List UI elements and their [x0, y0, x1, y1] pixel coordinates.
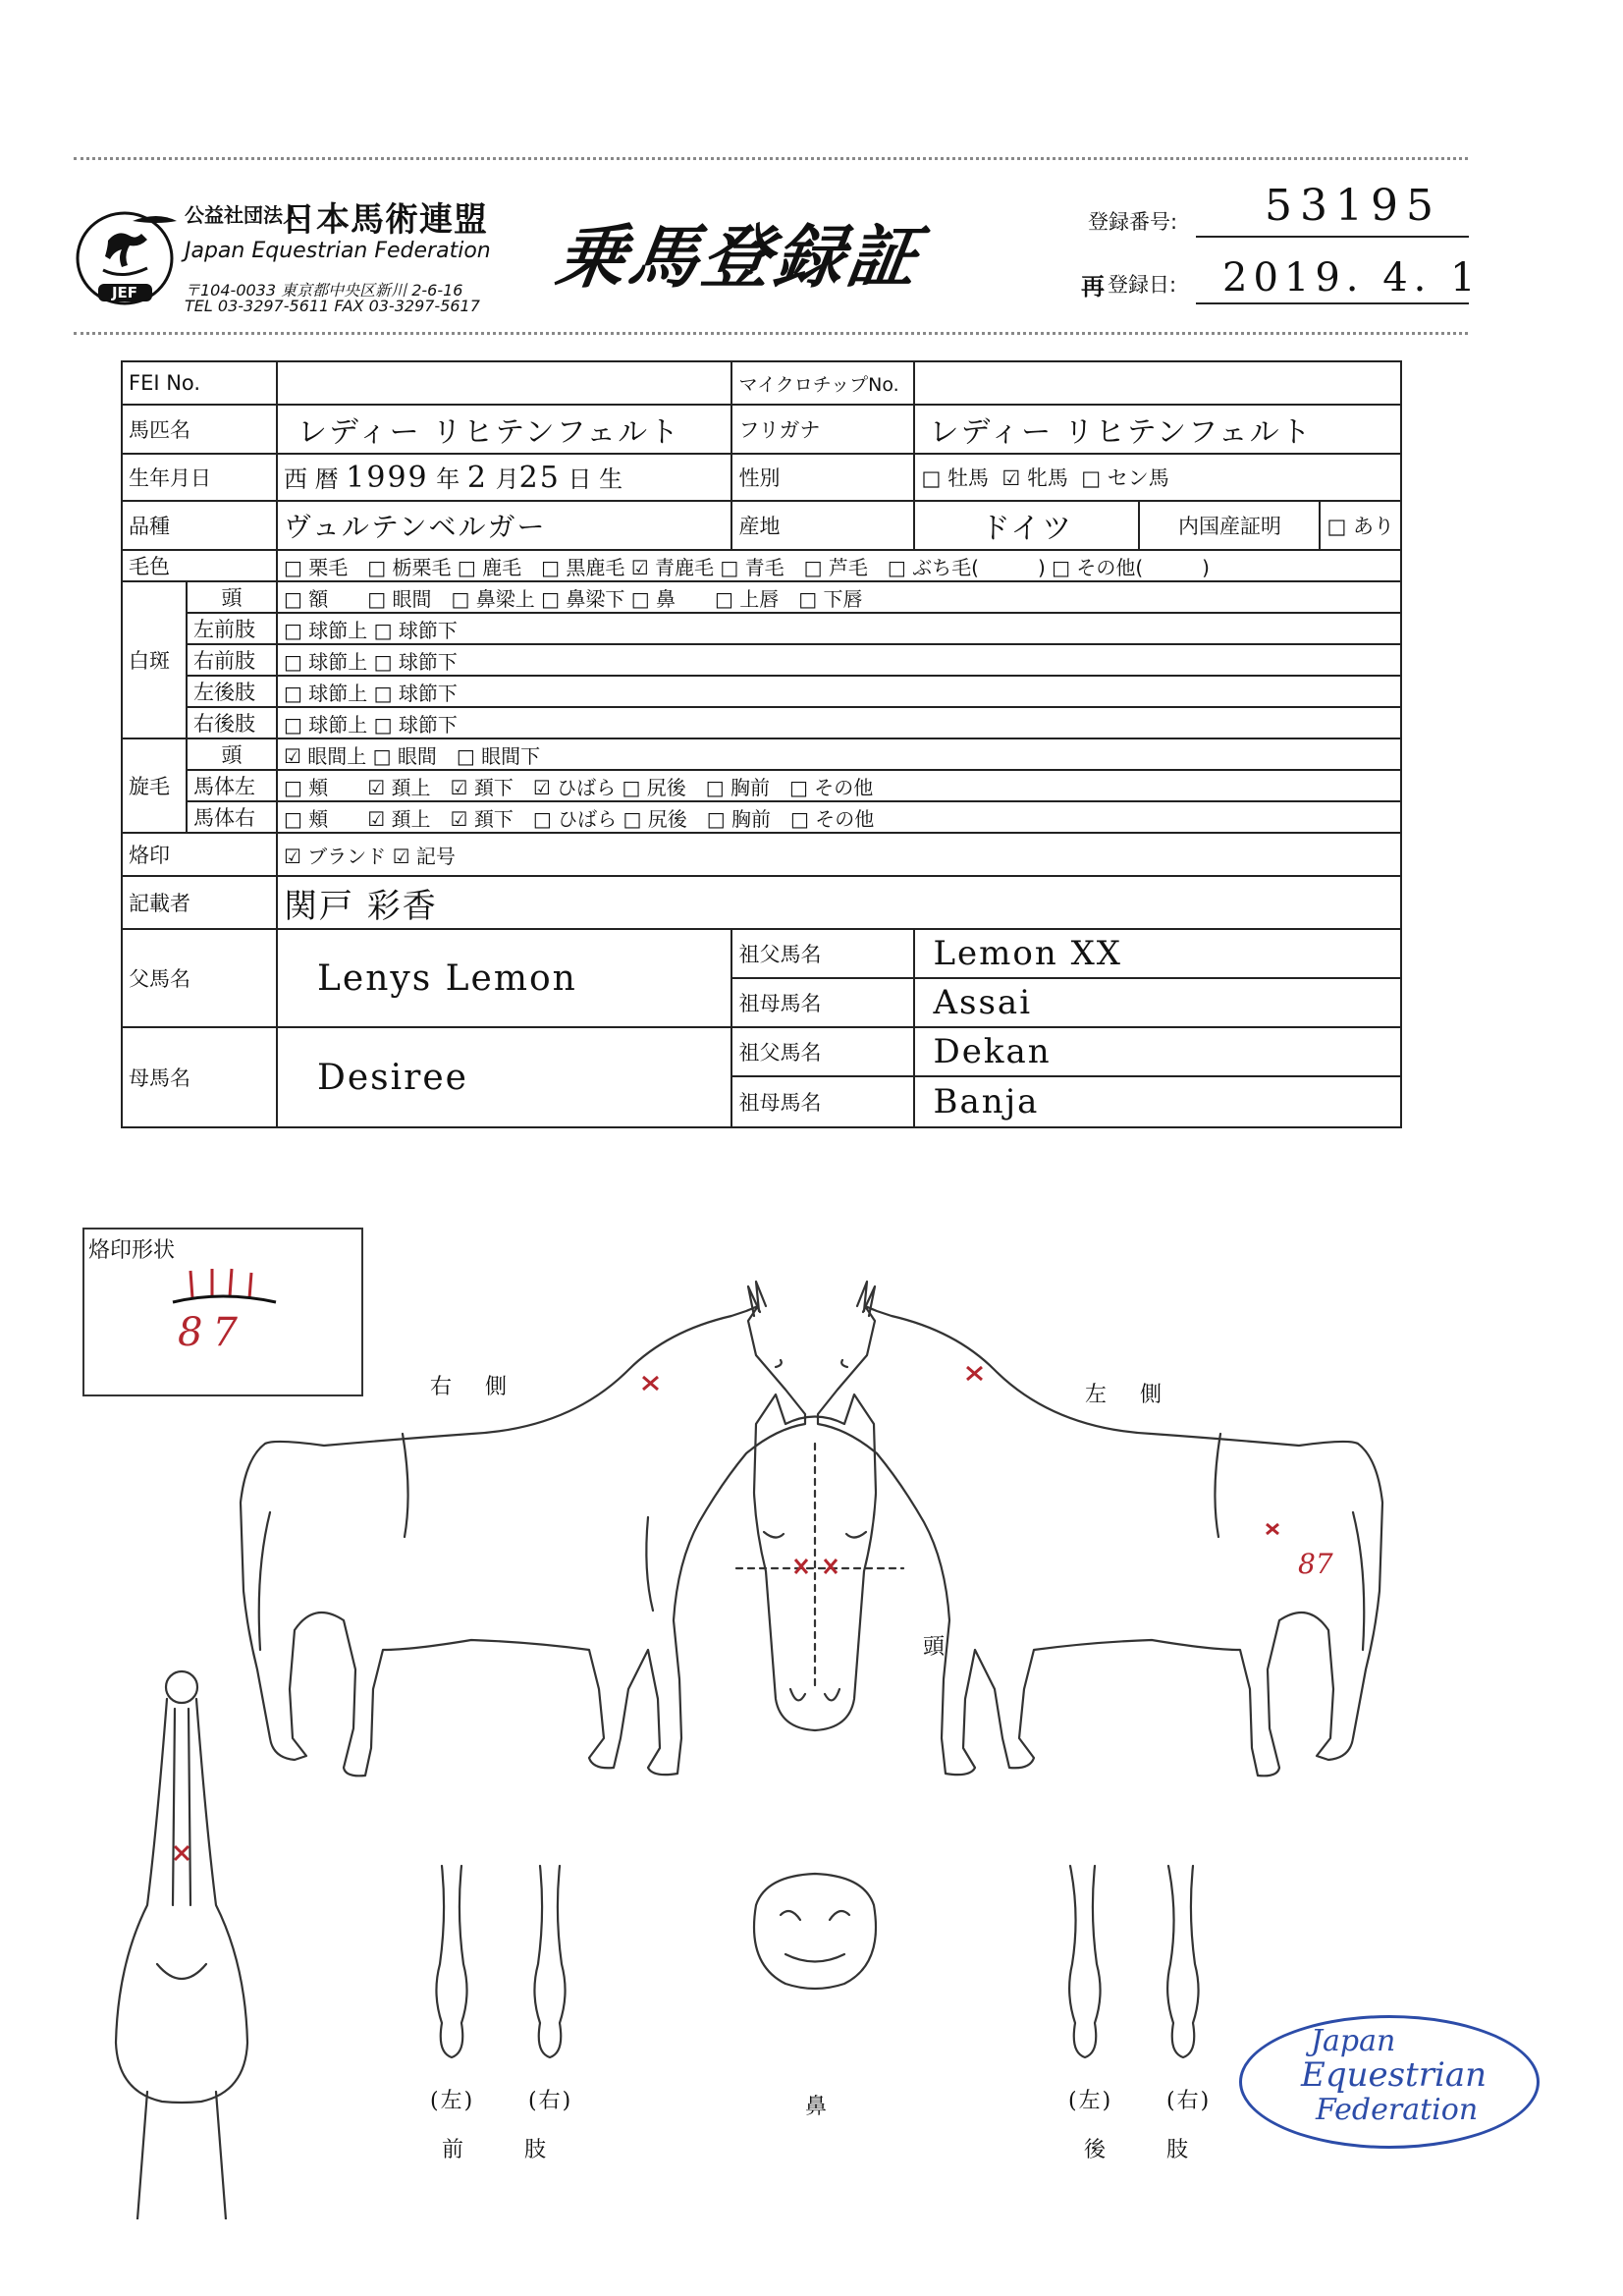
sire-grandsire-label: 祖父馬名 [731, 929, 914, 978]
white-options-head[interactable]: □ 額 □ 眼間 □ 鼻梁上 □ 鼻梁下 □ 鼻 □ 上唇 □ 下唇 [277, 581, 1401, 613]
fore-left-label: (左) [430, 2089, 475, 2113]
registration-form [121, 360, 1402, 1128]
brand-shape-label: 烙印形状 [88, 1238, 176, 1263]
horse-right-side [241, 1282, 805, 1776]
origin-value: ドイツ [914, 501, 1139, 550]
sex-option-gelding[interactable]: □ セン馬 [1081, 466, 1169, 490]
horse-name-value: レディー リヒテンフェルト [277, 405, 731, 454]
jef-logo [74, 201, 187, 309]
sex-option-stallion[interactable]: □ 牡馬 [921, 466, 989, 490]
white-part-left-hind: 左後肢 [187, 676, 277, 707]
recorder-value: 関戸 彩香 [277, 876, 1401, 929]
sire-value: Lenys Lemon [277, 929, 731, 1027]
head-label: 頭 [923, 1635, 951, 1660]
dam-grandsire-value: Dekan [914, 1027, 1401, 1076]
horse-head-front [736, 1394, 903, 1730]
furigana-label: フリガナ [731, 405, 914, 454]
sire-granddam-label: 祖母馬名 [731, 978, 914, 1027]
hind-label: 後 肢 [1084, 2138, 1195, 2162]
stamp-line-2: Equestrian [1301, 2055, 1488, 2095]
horse-name-label: 馬匹名 [122, 405, 277, 454]
reg-no-label: 登録番号: [1088, 210, 1178, 234]
birth-label: 生年月日 [122, 454, 277, 501]
brand-options[interactable]: ☑ ブランド ☑ 記号 [277, 833, 1401, 876]
reg-date-label-prefix: 再 [1081, 273, 1105, 301]
org-phone: TEL 03-3297-5611 FAX 03-3297-5617 [185, 297, 480, 315]
birth-era: 西 暦 [284, 465, 339, 493]
document-title: 乗馬登録証 [551, 217, 926, 298]
left-brand-mark: 87 [1298, 1548, 1333, 1580]
right-side-label: 右 側 [430, 1375, 514, 1399]
jef-stamp [1239, 2015, 1540, 2149]
coat-label: 毛色 [122, 550, 277, 581]
fore-right-label: (右) [528, 2089, 573, 2113]
brand-shape-mark: 87 [178, 1310, 247, 1355]
reg-date-value: 2019. 4. 1 [1222, 255, 1482, 301]
sire-label: 父馬名 [122, 929, 277, 1027]
domestic-option[interactable]: □ あり [1320, 501, 1401, 550]
dam-grandsire-label: 祖父馬名 [731, 1027, 914, 1076]
reg-no-value: 53195 [1265, 181, 1441, 231]
whorl-part-head: 頭 [187, 738, 277, 770]
breed-value: ヴュルテンベルガー [277, 501, 731, 550]
org-name: 日本馬術連盟 [282, 200, 488, 240]
header-dotted-rule [74, 332, 1468, 335]
org-kind: 公益社団法人 [185, 203, 302, 227]
origin-label: 産地 [731, 501, 914, 550]
birth-day-unit: 日 生 [568, 465, 623, 493]
whorl-options-body-left[interactable]: □ 頬 ☑ 頚上 ☑ 頚下 ☑ ひばら □ 尻後 □ 胸前 □ その他 [277, 770, 1401, 801]
nose-diagram [754, 1874, 876, 1989]
whorl-part-body-left: 馬体左 [187, 770, 277, 801]
dam-granddam-label: 祖母馬名 [731, 1076, 914, 1127]
hind-left-label: (左) [1068, 2089, 1113, 2113]
whorl-part-body-right: 馬体右 [187, 801, 277, 833]
furigana-value: レディー リヒテンフェルト [914, 405, 1401, 454]
white-options-right-fore[interactable]: □ 球節上 □ 球節下 [277, 644, 1401, 676]
birth-month-unit: 月 [495, 465, 519, 493]
reg-date-label: 登録日: [1108, 273, 1177, 297]
hindlegs-diagram [1069, 1866, 1198, 2057]
brand-label: 烙印 [122, 833, 277, 876]
fei-value [277, 361, 731, 405]
fore-label: 前 肢 [442, 2138, 553, 2162]
reg-date-underline [1196, 302, 1469, 304]
white-part-head: 頭 [187, 581, 277, 613]
whorl-label: 旋毛 [122, 738, 187, 833]
white-options-left-fore[interactable]: □ 球節上 □ 球節下 [277, 613, 1401, 644]
org-address: 〒104-0033 東京都中央区新川 2-6-16 [185, 281, 463, 300]
birth-year: 1999 [346, 461, 429, 495]
white-part-right-hind: 右後肢 [187, 707, 277, 738]
domestic-label: 内国産証明 [1139, 501, 1320, 550]
horse-left-side [818, 1282, 1382, 1776]
dam-label: 母馬名 [122, 1027, 277, 1127]
birth-year-unit: 年 [436, 465, 460, 493]
hind-right-label: (右) [1166, 2089, 1212, 2113]
nose-label: 鼻 [805, 2095, 834, 2119]
sex-option-mare[interactable]: ☑ 牝馬 [1001, 466, 1068, 490]
white-part-right-fore: 右前肢 [187, 644, 277, 676]
org-name-en: Japan Equestrian Federation [185, 239, 491, 263]
birth-value [277, 454, 731, 501]
horse-top-view [116, 1671, 247, 2219]
whorl-markings [175, 1367, 1278, 1860]
fei-label: FEI No. [122, 361, 277, 405]
recorder-label: 記載者 [122, 876, 277, 929]
sire-granddam-value: Assai [914, 978, 1401, 1027]
white-part-left-fore: 左前肢 [187, 613, 277, 644]
breed-label: 品種 [122, 501, 277, 550]
whorl-options-body-right[interactable]: □ 頬 ☑ 頚上 ☑ 頚下 □ ひばら □ 尻後 □ 胸前 □ その他 [277, 801, 1401, 833]
white-label: 白斑 [122, 581, 187, 738]
coat-options[interactable]: □ 栗毛 □ 栃栗毛 □ 鹿毛 □ 黒鹿毛 ☑ 青鹿毛 □ 青毛 □ 芦毛 □ ぶち毛( ) □ その他( ) [277, 550, 1401, 581]
forelegs-diagram [436, 1866, 565, 2057]
top-dotted-rule [74, 157, 1468, 160]
reg-no-underline [1196, 236, 1469, 238]
stamp-line-3: Federation [1316, 2093, 1479, 2127]
dam-granddam-value: Banja [914, 1076, 1401, 1127]
sire-grandsire-value: Lemon XX [914, 929, 1401, 978]
stamp-line-1: Japan [1311, 2024, 1396, 2058]
dam-value: Desiree [277, 1027, 731, 1127]
white-options-left-hind[interactable]: □ 球節上 □ 球節下 [277, 676, 1401, 707]
microchip-value [914, 361, 1401, 405]
white-options-right-hind[interactable]: □ 球節上 □ 球節下 [277, 707, 1401, 738]
sex-label: 性別 [731, 454, 914, 501]
whorl-options-head[interactable]: ☑ 眼間上 □ 眼間 □ 眼間下 [277, 738, 1401, 770]
sex-options [914, 454, 1401, 501]
logo-text: JEF [111, 284, 138, 301]
microchip-label: マイクロチップNo. [731, 361, 914, 405]
birth-month: 2 [466, 461, 489, 495]
birth-day: 25 [518, 461, 561, 495]
left-side-label: 左 側 [1085, 1383, 1168, 1407]
